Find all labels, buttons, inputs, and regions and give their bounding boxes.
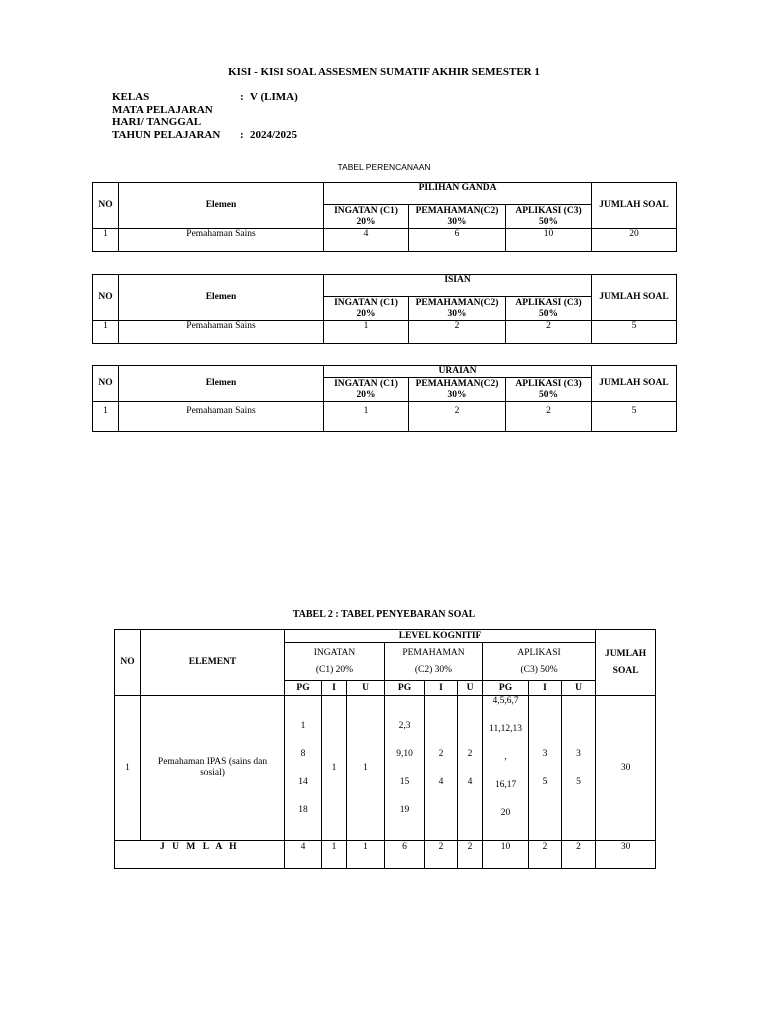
cell-jumlah: 5 <box>592 402 677 432</box>
header-c3-label: APLIKASI (C3) <box>515 205 582 216</box>
t2-header-pemahaman <box>385 643 483 681</box>
header-c1-label: INGATAN (C1) <box>334 205 398 216</box>
planning-table-uraian <box>92 365 677 432</box>
t2-c3-pg-item: 20 <box>500 808 511 818</box>
t2-header-level: LEVEL KOGNITIF <box>285 630 596 643</box>
t2-c2-pg-item: 9,10 <box>396 748 413 759</box>
cell-no: 1 <box>93 321 119 344</box>
header-c3-label: APLIKASI (C3) <box>515 297 582 308</box>
cell-elemen: Pemahaman Sains <box>119 402 324 432</box>
header-c2-pct: 30% <box>447 216 467 227</box>
header-c3-label: APLIKASI (C3) <box>515 378 582 389</box>
t2-sub-pg: PG <box>385 681 425 696</box>
t2-sum-c1-i: 1 <box>322 841 347 869</box>
t2-c3-pg-item: 11,12,13 <box>489 724 522 734</box>
meta-label: TAHUN PELAJARAN <box>112 128 221 141</box>
t2-sum-total: 30 <box>596 841 656 869</box>
t2-sum-c3-pg: 10 <box>483 841 529 869</box>
meta-colon <box>240 116 250 129</box>
t2-sub-pg: PG <box>285 681 322 696</box>
cell-no: 1 <box>93 402 119 432</box>
distribution-table <box>114 629 656 869</box>
t2-sub-pg: PG <box>483 681 529 696</box>
header-c1-pct: 20% <box>356 389 376 400</box>
t2-c2-pg-item: 19 <box>399 804 410 815</box>
cell-c3: 2 <box>506 402 592 432</box>
t2-c3-u-item: 5 <box>576 776 581 787</box>
cell-c2: 2 <box>409 321 506 344</box>
t2-c1-pg-item: 1 <box>300 720 306 731</box>
cell-c1: 1 <box>324 321 409 344</box>
t2-c3-i-item: 3 <box>542 748 548 759</box>
t2-header-aplikasi-sub: (C3) 50% <box>520 664 558 675</box>
header-elemen: Elemen <box>119 275 324 321</box>
header-elemen: Elemen <box>119 366 324 402</box>
cell-elemen: Pemahaman Sains <box>119 229 324 252</box>
meta-colon: : <box>240 91 244 103</box>
t2-header-jumlah-line1: JUMLAH <box>605 648 647 659</box>
header-group: PILIHAN GANDA <box>324 183 592 205</box>
t2-header-ingatan <box>285 643 385 681</box>
t2-sub-i: I <box>529 681 562 696</box>
cell-c3: 2 <box>506 321 592 344</box>
t2-row-total: 30 <box>596 696 656 841</box>
t2-c3-i <box>529 696 562 841</box>
header-c3-pct: 50% <box>539 308 559 319</box>
header-jumlah: JUMLAH SOAL <box>592 366 677 402</box>
header-jumlah: JUMLAH SOAL <box>592 183 677 229</box>
t2-c2-pg-item: 15 <box>399 776 410 787</box>
cell-jumlah: 20 <box>592 229 677 252</box>
cell-elemen: Pemahaman Sains <box>119 321 324 344</box>
meta-colon: : <box>240 128 244 141</box>
meta-label: KELAS <box>112 91 150 103</box>
t2-c3-u-item: 3 <box>576 748 581 759</box>
meta-colon <box>240 104 250 117</box>
header-c1-pct: 20% <box>356 216 376 227</box>
t2-header-pemahaman-label: PEMAHAMAN <box>402 647 465 658</box>
t2-header-aplikasi <box>483 643 596 681</box>
t2-c3-pg-item: 4,5,6,7 <box>492 696 519 706</box>
t2-c3-pg <box>483 696 529 841</box>
header-no: NO <box>93 366 119 402</box>
cell-jumlah: 5 <box>592 321 677 344</box>
header-c1-label: INGATAN (C1) <box>334 297 398 308</box>
meta-row-mapel <box>112 104 298 117</box>
t2-c2-pg <box>385 696 425 841</box>
t2-c3-pg-item: , <box>504 752 507 762</box>
meta-row-tahun <box>112 129 298 142</box>
header-c3 <box>506 205 592 229</box>
cell-c3: 10 <box>506 229 592 252</box>
t2-header-ingatan-sub: (C1) 20% <box>315 664 354 675</box>
t2-c1-pg-item: 14 <box>298 776 308 787</box>
document-meta <box>112 91 298 141</box>
t2-c3-pg-item: 16,17 <box>494 780 517 790</box>
planning-table-isian <box>92 274 677 344</box>
t2-sum-c3-u: 2 <box>562 841 596 869</box>
meta-value: V (LIMA) <box>250 91 298 103</box>
t2-sub-u: U <box>347 681 385 696</box>
t2-row-element: Pemahaman IPAS (sains dan sosial) <box>141 696 285 841</box>
cell-c2: 6 <box>409 229 506 252</box>
header-c2-pct: 30% <box>447 389 467 400</box>
header-c2 <box>409 378 506 402</box>
header-group: URAIAN <box>324 366 592 378</box>
header-c2-label: PEMAHAMAN(C2) <box>415 205 499 216</box>
header-group: ISIAN <box>324 275 592 297</box>
planning-table-pilihan-ganda <box>92 182 677 252</box>
meta-value: 2024/2025 <box>250 128 298 141</box>
cell-c1: 1 <box>324 402 409 432</box>
header-c3 <box>506 378 592 402</box>
t2-sub-u: U <box>562 681 596 696</box>
header-c1-label: INGATAN (C1) <box>334 378 398 389</box>
t2-sum-c2-i: 2 <box>425 841 458 869</box>
t2-c1-pg-item: 18 <box>298 804 308 815</box>
planning-caption: TABEL PERENCANAAN <box>337 162 431 172</box>
t2-sum-c3-i: 2 <box>529 841 562 869</box>
t2-c1-u: 1 <box>347 696 385 841</box>
t2-c1-pg-item: 8 <box>300 748 306 759</box>
meta-row-kelas <box>112 91 298 104</box>
t2-c3-i-item: 5 <box>542 776 548 787</box>
t2-sub-i: I <box>425 681 458 696</box>
t2-sub-u: U <box>458 681 483 696</box>
cell-c2: 2 <box>409 402 506 432</box>
header-c1 <box>324 205 409 229</box>
t2-c1-pg <box>285 696 322 841</box>
header-c1 <box>324 297 409 321</box>
header-c1 <box>324 378 409 402</box>
t2-c2-u <box>458 696 483 841</box>
t2-header-jumlah <box>596 630 656 696</box>
t2-sub-i: I <box>322 681 347 696</box>
t2-c1-i: 1 <box>322 696 347 841</box>
meta-label: MATA PELAJARAN <box>112 103 213 116</box>
t2-c2-u-item: 4 <box>467 776 473 787</box>
header-c2-pct: 30% <box>447 308 467 319</box>
t2-header-no: NO <box>115 630 141 696</box>
cell-c1: 4 <box>324 229 409 252</box>
header-no: NO <box>93 275 119 321</box>
t2-sum-c1-pg: 4 <box>285 841 322 869</box>
t2-row-no: 1 <box>115 696 141 841</box>
t2-header-aplikasi-label: APLIKASI <box>517 647 561 658</box>
t2-c2-u-item: 2 <box>467 748 473 759</box>
t2-c2-i-item: 2 <box>438 748 444 759</box>
t2-c2-i <box>425 696 458 841</box>
header-c2 <box>409 205 506 229</box>
t2-c2-pg-item: 2,3 <box>398 720 411 731</box>
header-elemen: Elemen <box>119 183 324 229</box>
meta-row-tanggal <box>112 116 298 129</box>
header-c3 <box>506 297 592 321</box>
t2-c3-u <box>562 696 596 841</box>
t2-sum-c2-u: 2 <box>458 841 483 869</box>
t2-header-ingatan-label: INGATAN <box>313 647 356 658</box>
t2-header-jumlah-line2: SOAL <box>612 665 639 676</box>
t2-header-element: ELEMENT <box>141 630 285 696</box>
header-c2 <box>409 297 506 321</box>
header-no: NO <box>93 183 119 229</box>
table2-caption: TABEL 2 : TABEL PENYEBARAN SOAL <box>292 609 476 620</box>
t2-header-pemahaman-sub: (C2) 30% <box>414 664 453 675</box>
header-c3-pct: 50% <box>539 216 558 227</box>
header-c3-pct: 50% <box>539 389 558 400</box>
cell-no: 1 <box>93 229 119 252</box>
page-title: KISI - KISI SOAL ASSESMEN SUMATIF AKHIR SEMESTER 1 <box>228 66 540 78</box>
header-c2-label: PEMAHAMAN(C2) <box>415 378 499 389</box>
t2-c2-i-item: 4 <box>438 776 444 787</box>
header-jumlah: JUMLAH SOAL <box>592 275 677 321</box>
header-c2-label: PEMAHAMAN(C2) <box>415 297 499 308</box>
header-c1-pct: 20% <box>356 308 376 319</box>
meta-label: HARI/ TANGGAL <box>112 116 202 128</box>
t2-sum-label: J U M L A H <box>115 841 285 869</box>
t2-sum-c2-pg: 6 <box>385 841 425 869</box>
t2-sum-c1-u: 1 <box>347 841 385 869</box>
